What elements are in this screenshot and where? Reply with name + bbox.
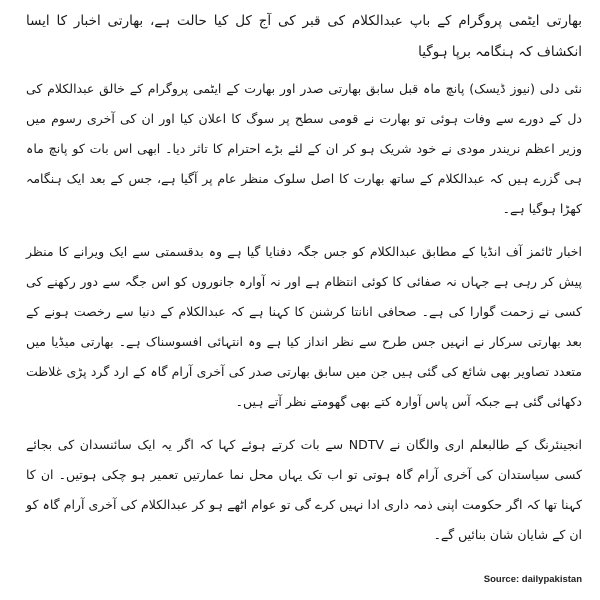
article-headline: بھارتی ایٹمی پروگرام کے باپ عبدالکلام کی قبر کی آج کل کیا حالت ہے، بھارتی اخبار کا ایسا انکشاف کہ ہنگامہ برپا ہوگیا (26, 13, 582, 60)
article-paragraph: اخبار ٹائمز آف انڈیا کے مطابق عبدالکلام کو جس جگہ دفنایا گیا ہے وہ بدقسمتی سے ایک ویرانے کا منظر پیش کر رہی ہے جہاں نہ صفائی کا کوئی انتظام ہے اور نہ آوارہ جانوروں کو اس جگہ سے دور رکھنے کی کسی نے زحمت گوارا کی ہے۔ صحافی انانتا کرشنن کا کہنا ہے کہ عبدالکلام کے دنیا سے رخصت ہونے کے بعد بھارتی سرکار نے انہیں جس طرح سے نظر انداز کیا ہے وہ انتہائی افسوسناک ہے۔ بھارتی میڈیا میں متعدد تصاویر بھی شائع کی گئی ہیں جن میں سابق بھارتی صدر کی آخری آرام گاہ کے ارد گرد پڑی غلاظت دکھائی گئی ہے جبکہ آس پاس آوارہ کتے بھی گھومتے نظر آتے ہیں۔ (26, 244, 582, 409)
source-credit: Source: dailypakistan (483, 574, 582, 585)
article (26, 0, 582, 563)
article-paragraph: انجینئرنگ کے طالبعلم اری والگان نے NDTV سے بات کرتے ہوئے کہا کہ اگر یہ ایک سائنسدان کی بجائے کسی سیاستدان کی آخری آرام گاہ ہوتی تو اب تک یہاں محل نما عمارتیں تعمیر ہو چکی ہوتیں۔ ان کا کہنا تھا کہ اگر حکومت اپنی ذمہ داری ادا نہیں کرے گی تو عوام اٹھے ہو کر عبدالکلام کی آخری آرام گاہ کو ان کے شایان شان بنائیں گے۔ (26, 437, 582, 542)
article-paragraph: نئی دلی (نیوز ڈیسک) پانچ ماہ قبل سابق بھارتی صدر اور بھارت کے ایٹمی پروگرام کے خالق عبدالکلام کی دل کے دورے سے وفات ہوئی تو بھارت نے قومی سطح پر سوگ کا اعلان کیا اور ان کی آخری رسوم میں وزیر اعظم نریندر مودی نے خود شریک ہو کر ان کے لئے بڑے احترام کا تاثر دیا۔ ابھی اس بات کو پانچ ماہ ہی گزرے ہیں کہ عبدالکلام کے ساتھ بھارت کا اصل سلوک منظر عام پر آگیا ہے، جس کے بعد ایک ہنگامہ کھڑا ہوگیا ہے۔ (26, 81, 582, 216)
